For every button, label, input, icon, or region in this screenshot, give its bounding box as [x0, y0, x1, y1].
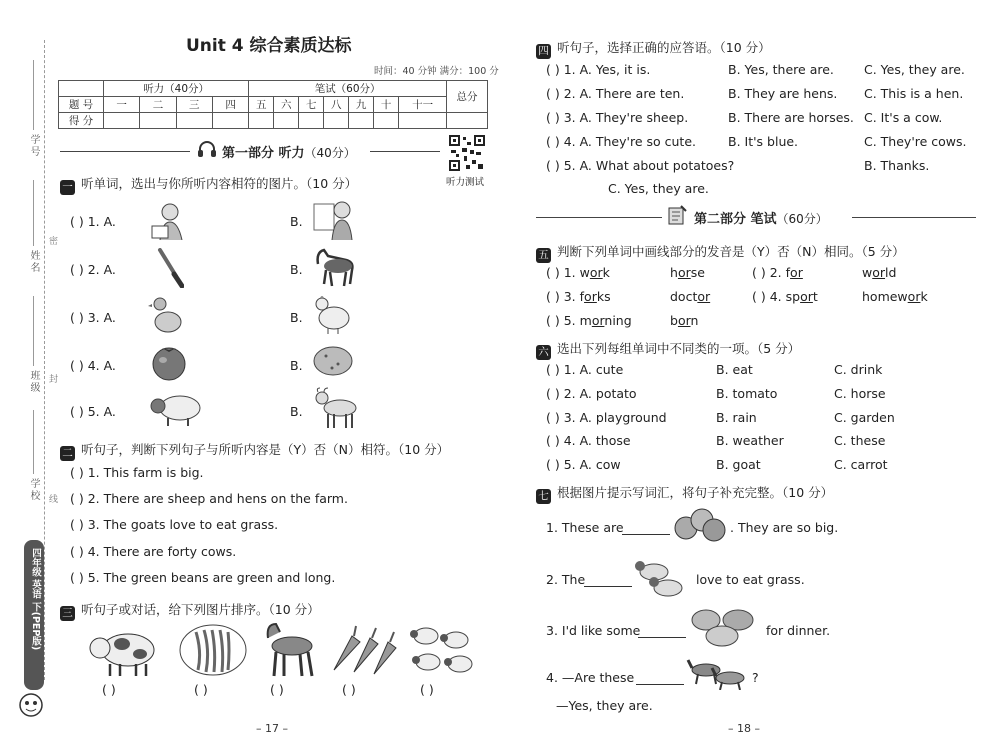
fill-blank-4[interactable]	[636, 672, 684, 685]
s1-heading: 一 听单词，选出与你所听内容相符的图片。（10 分）	[60, 174, 357, 195]
part2-title: 第二部分 笔试	[694, 212, 777, 227]
fill-blank-1[interactable]	[622, 522, 670, 535]
part2-score: （60分）	[776, 212, 828, 226]
listening-group: 听力（40分）	[104, 81, 249, 97]
score-cell[interactable]	[299, 113, 324, 129]
page-number-right: – 18 –	[728, 722, 760, 735]
s2-item-2: ( ) 2. There are sheep and hens on the farm.	[70, 491, 348, 506]
hen-icon	[310, 294, 352, 336]
score-table: 听力（40分） 笔试（60分） 总分 题 号 一 二 三 四 五 六 七 八 九 十 十一 得 分	[58, 80, 488, 129]
order-blank-5[interactable]: ( )	[420, 682, 434, 697]
cow-icon	[86, 624, 158, 680]
s2-item-4: ( ) 4. There are forty cows.	[70, 544, 237, 559]
s3-heading: 三 听句子或对话，给下列图片排序。（10 分）	[60, 600, 320, 621]
horses-icon	[684, 656, 750, 690]
s2-heading: 二 听句子，判断下列句子与所听内容是（Y）否（N）相符。（10 分）	[60, 440, 449, 461]
series-badge	[24, 540, 44, 690]
series-label: 四年级 英语 下(PEP版)	[30, 548, 41, 651]
s2-item-5: ( ) 5. The green beans are green and long.	[70, 570, 336, 585]
seal-char-mi: 密	[47, 236, 57, 245]
fill-blank-3[interactable]	[638, 625, 686, 638]
score-cell[interactable]	[374, 113, 399, 129]
seal-char-xian: 线	[47, 494, 57, 503]
score-cell[interactable]	[274, 113, 299, 129]
score-cell[interactable]	[176, 113, 212, 129]
total-header: 总分	[447, 81, 488, 113]
sheep-flock-icon	[406, 620, 480, 678]
page-number-left: – 17 –	[256, 722, 288, 735]
score-cell[interactable]	[140, 113, 176, 129]
writing-group: 笔试（60分）	[249, 81, 447, 97]
exam-meta: 时间：40 分钟 满分：100 分	[374, 66, 499, 77]
sheep-icon	[148, 388, 206, 428]
order-blank-3[interactable]: ( )	[270, 682, 284, 697]
tomato-icon	[148, 340, 190, 382]
s1-item-1: ( ) 1. A.	[70, 214, 116, 229]
potatoes-icon	[688, 606, 762, 648]
s7-heading: 七 根据图片提示写词汇，将句子补充完整。（10 分）	[536, 483, 833, 504]
order-blank-4[interactable]: ( )	[342, 682, 356, 697]
class-label: 班级	[28, 370, 39, 394]
student-number-label: 学号	[28, 134, 39, 158]
s2-item-3: ( ) 3. The goats love to eat grass.	[70, 517, 279, 532]
s7-answer: —Yes, they are.	[556, 698, 653, 713]
carrots-icon	[326, 620, 400, 678]
part1-title: 第一部分 听力	[222, 146, 305, 161]
score-cell[interactable]	[399, 113, 447, 129]
s1-item-2: ( ) 2. A.	[70, 262, 116, 277]
headphones-icon	[196, 138, 218, 160]
duck-icon	[148, 294, 184, 336]
boy-painting-icon	[312, 198, 354, 240]
knife-icon	[156, 248, 184, 288]
order-blank-2[interactable]: ( )	[194, 682, 208, 697]
girl-drawing-icon	[150, 200, 186, 240]
question-number-label: 题 号	[59, 97, 104, 113]
s1-item-3: ( ) 3. A.	[70, 310, 116, 325]
part1-score: （40分）	[304, 146, 356, 160]
horse-icon	[310, 246, 358, 288]
s6-heading: 六 选出下列每组单词中不同类的一项。（5 分）	[536, 339, 800, 360]
s1-item-4: ( ) 4. A.	[70, 358, 116, 373]
scroll-pen-icon	[666, 204, 688, 226]
qr-label: 听力测试	[446, 177, 485, 188]
score-cell[interactable]	[212, 113, 248, 129]
goat-icon	[310, 386, 360, 430]
score-cell[interactable]	[349, 113, 374, 129]
seal-char-feng: 封	[47, 374, 57, 383]
green-beans-icon	[178, 622, 248, 678]
score-label: 得 分	[59, 113, 104, 129]
order-blank-1[interactable]: ( )	[102, 682, 116, 697]
school-label: 学校	[28, 478, 39, 502]
seal-line	[44, 40, 45, 680]
part1-header	[60, 140, 440, 162]
page-title: Unit 4 综合素质达标	[186, 36, 352, 56]
part2-header	[536, 206, 976, 228]
s1-item-5: ( ) 5. A.	[70, 404, 116, 419]
name-label: 姓名	[28, 250, 39, 274]
score-cell[interactable]	[104, 113, 140, 129]
s2-item-1: ( ) 1. This farm is big.	[70, 465, 204, 480]
horse-2-icon	[258, 620, 320, 680]
s5-heading: 五 判断下列单词中画线部分的发音是（Y）否（N）相同。（5 分）	[536, 242, 905, 263]
mascot-icon	[16, 690, 46, 720]
score-cell[interactable]	[324, 113, 349, 129]
score-cell[interactable]	[249, 113, 274, 129]
qr-code-icon[interactable]	[448, 134, 486, 172]
potato-icon	[312, 344, 354, 378]
tomatoes-icon	[672, 506, 728, 542]
score-cell[interactable]	[447, 113, 488, 129]
goats-icon	[630, 552, 690, 600]
binding-strip	[0, 0, 57, 754]
s4-heading: 四 听句子，选择正确的应答语。（10 分）	[536, 38, 771, 59]
fill-blank-2[interactable]	[584, 574, 632, 587]
